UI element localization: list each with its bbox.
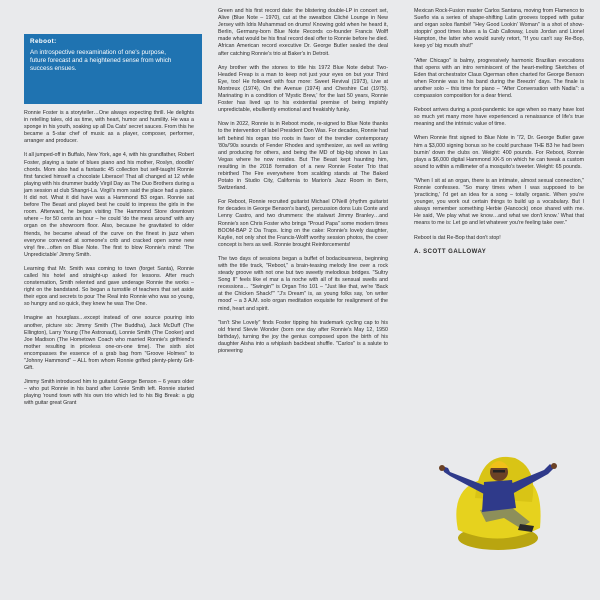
text-column-2: [218, 8, 388, 362]
paragraph: "After Chicago" is balmy, progressively harmonic Brazilian evocations that opens with an intro reminiscent of the heart-melting Sketches of Eden that orchestrator Claus Ogerman often charted for George Benson when Ronnie was in his band during the Breezin' days. The finale is another solo – this time for piano – "After Conversation with Nadia": a compassion composition for a dear friend.: [414, 57, 584, 100]
paragraph: Mexican Rock-Fusion master Carlos Santana, moving from Flamenco to Sueño via a series of shape-shifting Latin grooves topped with guitar and organ solos flambé! "Hey Good Lookin' Woman" is a shot of show-stoppin' good times blues a la Cab Calloway, Louis Jordan and Lionel Hampton, the latter who would surely retort, "If you can't say Re-Bop, keep yo' big mouth shut!": [414, 8, 584, 50]
author-credit: A. SCOTT GALLOWAY: [414, 248, 487, 255]
paragraph: Imagine an hourglass…except instead of one source pouring into another, picture six: Jimmy Smith (The Buddha), Jack McDuff (The Ellington), Larry Young (The Astronaut), Lonnie Smith (The Cooker) and Joe Madison (The Hometown Coach who married Ronnie's girlfriend's mother resulting in priceless one-on-one time). The sixth slot encompasses the essence of a grab bag from "Groove Holmes" to "Johnny Hammond" – ALL from whom Ronnie grifted plenty-plenty Grit-Gift.: [24, 315, 194, 372]
paragraph: For Reboot, Ronnie recruited guitarist Michael O'Neill (rhythm guitarist for decades in George Benson's band), percussion dons Luis Conte and Lenny Castro, and two drummers: the stalwart Jimmy Branley…and Ronnie's son Chris Foster who brings "Proud Papa" some modern times BOOM-BAP 2 Da Traps. Icing on the cake: Ronnie's lovely daughter, Kaylie, not only shot the Francis-Wolff worthy session photos, the cover concept is hers as well. Ronnie brought Reinforcements!: [218, 199, 388, 248]
paragraph: Learning that Mr. Smith was coming to town (forget Santa), Ronnie called his hotel and straight-up asked for lessons. After much consternation, Smith relented and gave underage Ronnie the works – right on the bandstand. So began a turnstile of teachers that set aside their egos and secrets to pour The Real into Ronnie who was so young, so hungry and so quick, they knew he was The One.: [24, 265, 194, 308]
reboot-definition-box: [24, 34, 202, 104]
paragraph: Jimmy Smith introduced him to guitarist George Benson – 6 years older – who put Ronnie in his band after Lonnie Smith left. Ronnie started playing 'round town with his own trio which led to his Big Break: a gig with guitar great Grant: [24, 379, 194, 407]
artist-in-chair-illustration: [420, 410, 570, 560]
left-hand: [439, 465, 445, 471]
artist-photo: [420, 410, 570, 560]
definition-title: Reboot:: [30, 38, 57, 45]
text-column-1: [24, 110, 194, 415]
glasses: [493, 470, 505, 473]
paragraph: "Isn't She Lovely" finds Foster tipping his trademark cycling cap to his old friend Stevie Wonder (born one day after Ronnie's May 12, 1950 birthday), turning the joy the genius composed upon the birth of his daughter Aisha into a whiplash backbeat shuffle. "Carlos" is a salute to pioneering: [218, 319, 388, 355]
paragraph: Reboot arrives during a post-pandemic ice age when so many have lost so much yet many more have experienced a renaissance of life's true meaning and the intrinsic value of time.: [414, 107, 584, 128]
paragraph: Ronnie Foster is a storyteller…One always expecting thrill. He delights in retelling tales, old as time, with heart, humor and humility. He was a sponge in his youth, soaking up all Da Cats' secret sauces. From this he became a 5-star chef of music as a player, composer, performer, arranger and producer.: [24, 110, 194, 145]
paragraph: Now in 2022, Ronnie is in Reboot mode, re-signed to Blue Note thanks to the intervention of label President Don Was. For decades, Ronnie had left behind his organ trio roots in favor of the trendier contemporary '80s/'90s sounds of Fender Rhodes and synthesizer, as well as writing and producing for others, and being the MD of big-big shows in Las Vegas where he now resides. But The Beast kept haunting him, resulting in the 2018 formation of a new Ronnie Foster Trio that rebirthed The Fire everywhere from scalding stands at The Baked Potato in Studio City, California to Marion's Jazz Room in Bern, Switzerland.: [218, 121, 388, 192]
text-column-3: [414, 8, 584, 256]
paragraph: "When I sit at an organ, there is an intimate, almost sexual connection," Ronnie confesses. "So many times when I was supposed to be 'practicing,' I'd get an idea for a song – totally organic. When you're younger, you work out certain things to build up a vocabulary. But I always remember something Herbie (Hancock) once shared with me. He said, 'We play what we know…and what we don't know.' What that means to me is: Let go and let whatever you're feeling take over.": [414, 177, 584, 227]
paragraph: It all jumped-off in Buffalo, New York, age 4, with his grandfather, Robert Foster, playing a taste of blues piano and his mother, Roslyn, doodlin' chords. Mom also had a fantastic 45 collection but self-taught Ronnie first fancied himself a chocolate Liberace! That all changed at 12 while playing with his drummer buddy Virgil Day as The Duo Brothers during a jam session at club Shangri-La. Virgil's mom said the place had a piano. It did not. What it did have was a Hammond B3 organ. Ronnie sat before The Beast and played best he could to impress the girls in the room. Afterward, he began visiting The Hammond Store downtown where – for 50 cents an hour – he could 'do the mess around' with any organ on the showroom floor. Also, because he gravitated to older friends, he became ahead of the curve on the finest in jazz when everyone convened at someone's crib and cracked open some new vinyl fire…often on Blue Note. The first to blow Ronnie's mind: 'The Unpredictable' Jimmy Smith.: [24, 152, 194, 258]
paragraph: Green and his first record date: the blistering double-LP in concert set, Alive (Blue Note – 1970), cut at the sweatbox Cliché Lounge in New Jersey with Idris Muhammad on drums! Knowing gold when he heard it, Berlin, Germany-born Blue Note Records co-founder Francis Wolff made what would be his final record deal offer to Ronnie before he died. African American record executive Dr. George Butler sealed the deal after catching Ronnie's trio at Baker's in Detroit.: [218, 8, 388, 57]
paragraph: Reboot is dat Re-Bop that don't stop!: [414, 234, 501, 241]
paragraph: When Ronnie first signed to Blue Note in '72, Dr. George Butler gave him a $3,000 signing bonus so he could purchase THE B3 he had been burnin' down the clubs on. Weight: 400 pounds. For Reboot, Ronnie plays a $6,000 digital Hammond XK-5 on which he can tweak a custom sound to within a millimeter of a mosquito's tweeter. Weight: 65 pounds.: [414, 135, 584, 170]
right-hand: [551, 463, 557, 469]
paragraph: The two days of sessions began a buffet of bodaciousness, beginning with the title track, "Reboot," a brain-teasing melody line over a rock steady groove with not one but two sweetly melodious bridges. "Sultry Song II" feels like el mar a la noche with all of its sensual swells and recessions… "Swingin'" is Organ Trio 101 – "Just like that, we're 'Back at the Chicken Shack!'" "J's Dream" is, as young folks say, 'on writer mood' – a 3 A.M. solo organ meditation exquisite for realignment of the mind, heart and spirit.: [218, 255, 388, 312]
paragraph: Any brother with the stones to title his 1972 Blue Note debut Two-Headed Freap is a man to keep not just your eyes on but your Third Eye, too! He followed with four more: Sweet Revival (1973), Live at Montreux (1974), On the Avenue (1974) and Cheshire Cat (1975). Marinating in a condition of 'Mystic Brew,' for the last 50 years, Ronnie Foster has lived up to his existential premise of being impishly unpredictable, ebulliently emotional and freakishly funky.: [218, 64, 388, 114]
definition-text: An introspective reexamination of one's purpose, future forecast and a heightened sense from which success ensues.: [30, 49, 172, 72]
